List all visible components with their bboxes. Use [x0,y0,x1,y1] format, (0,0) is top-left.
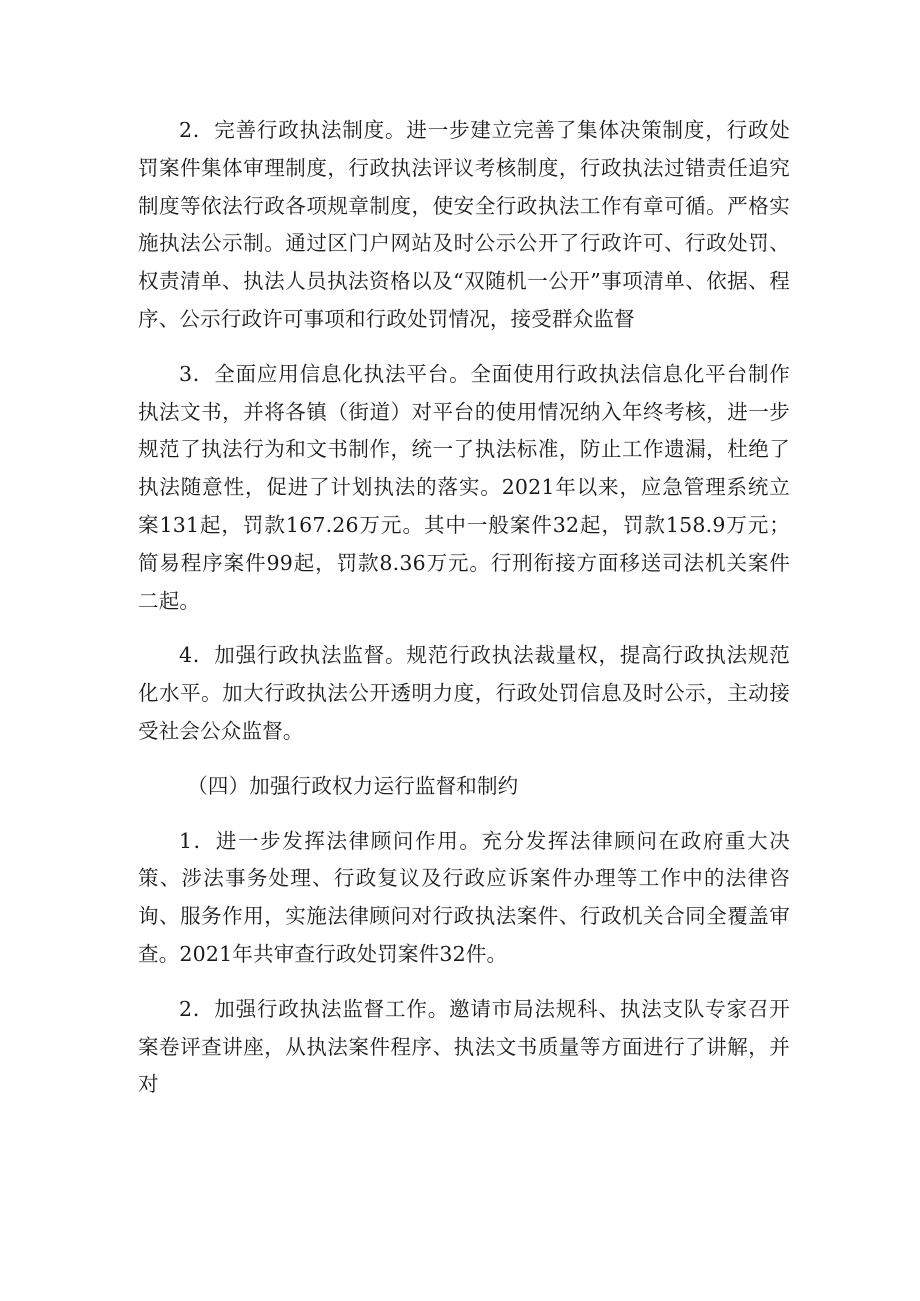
section-heading: （四）加强行政权力运行监督和制约 [187,773,519,798]
paragraph-supervision-work: 2．加强行政执法监督工作。邀请市局法规科、执法支队专家召开案卷评查讲座，从执法案件程序、执法文书质量等方面进行了讲解，并对 [138,996,790,1097]
document-body [138,112,790,1104]
paragraph-law-enforcement-system: 2．完善行政执法制度。进一步建立完善了集体决策制度，行政处罚案件集体审理制度，行政执法评议考核制度，行政执法过错责任追究制度等依法行政各项规章制度，使安全行政执法工作有章可循。严格实施执法公示制。通过区门户网站及时公示公开了行政许可、行政处罚、权责清单、执法人员执法资格以及“双随机一公开”事项清单、依据、程序、公示行政许可事项和行政处罚情况，接受群众监督 [138,118,790,331]
paragraph-legal-advisor: 1．进一步发挥法律顾问作用。充分发挥法律顾问在政府重大决策、涉法事务处理、行政复议及行政应诉案件办理等工作中的法律咨询、服务作用，实施法律顾问对行政执法案件、行政机关合同全覆盖审查。2021年共审查行政处罚案件32件。 [138,828,790,966]
paragraph-enforcement-supervision: 4．加强行政执法监督。规范行政执法裁量权，提高行政执法规范化水平。加大行政执法公开透明力度，行政处罚信息及时公示，主动接受社会公众监督。 [138,643,790,743]
paragraph-information-platform: 3．全面应用信息化执法平台。全面使用行政执法信息化平台制作执法文书，并将各镇（街道）对平台的使用情况纳入年终考核，进一步规范了执法行为和文书制作，统一了执法标准，防止工作遗漏，杜绝了执法随意性，促进了计划执法的落实。2021年以来，应急管理系统立案131起，罚款167.26万元。其中一般案件32起，罚款158.9万元；简易程序案件99起，罚款8.36万元。行刑衔接方面移送司法机关案件二起。 [138,361,790,613]
